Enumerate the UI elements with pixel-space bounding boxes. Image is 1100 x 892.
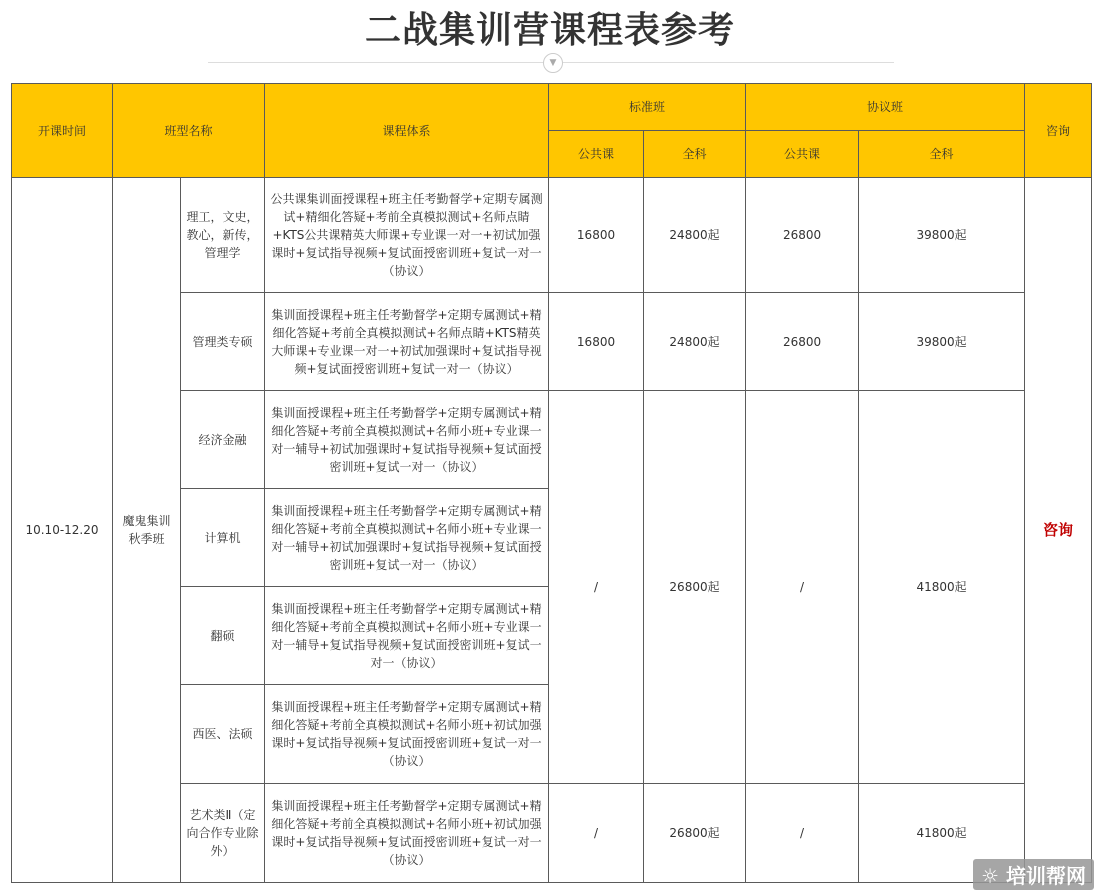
header-class-name: 班型名称 — [113, 84, 265, 178]
system-cell: 公共课集训面授课程+班主任考勤督学+定期专属测试+精细化答疑+考前全真模拟测试+名师点睛+KTS公共课精英大师课+专业课一对一+初试加强课时+复试指导视频+复试面授密训班+复试一对一（协议） — [265, 178, 549, 293]
agr-full-cell: 39800起 — [859, 293, 1025, 391]
std-full-cell: 24800起 — [644, 293, 746, 391]
system-cell: 集训面授课程+班主任考勤督学+定期专属测试+精细化答疑+考前全真模拟测试+名师小班+专业课一对一辅导+复试指导视频+复试面授密训班+复试一对一（协议） — [265, 587, 549, 685]
header-system: 课程体系 — [265, 84, 549, 178]
major-cell: 经济金融 — [181, 391, 265, 489]
agr-full-cell: 41800起 — [859, 784, 1025, 883]
header-std-public: 公共课 — [549, 131, 644, 178]
header-time: 开课时间 — [12, 84, 113, 178]
system-cell: 集训面授课程+班主任考勤督学+定期专属测试+精细化答疑+考前全真模拟测试+名师小班+专业课一对一辅导+初试加强课时+复试指导视频+复试面授密训班+复试一对一（协议） — [265, 391, 549, 489]
std-public-cell: 16800 — [549, 293, 644, 391]
system-cell: 集训面授课程+班主任考勤督学+定期专属测试+精细化答疑+考前全真模拟测试+名师小班+初试加强课时+复试指导视频+复试面授密训班+复试一对一（协议） — [265, 784, 549, 883]
std-full-cell: 26800起 — [644, 391, 746, 784]
header-agr-public: 公共课 — [746, 131, 859, 178]
std-full-cell: 26800起 — [644, 784, 746, 883]
watermark-text: 培训帮网 — [1006, 864, 1086, 888]
page-title: 二战集训营课程表参考 — [364, 10, 735, 51]
system-cell: 集训面授课程+班主任考勤督学+定期专属测试+精细化答疑+考前全真模拟测试+名师小班+专业课一对一辅导+初试加强课时+复试指导视频+复试面授密训班+复试一对一（协议） — [265, 489, 549, 587]
system-cell: 集训面授课程+班主任考勤督学+定期专属测试+精细化答疑+考前全真模拟测试+名师小班+初试加强课时+复试指导视频+复试面授密训班+复试一对一（协议） — [265, 685, 549, 784]
major-cell: 翻硕 — [181, 587, 265, 685]
watermark-logo: ☼ 培训帮网 — [973, 859, 1094, 890]
major-cell: 管理类专硕 — [181, 293, 265, 391]
header-consult: 咨询 — [1025, 84, 1092, 178]
agr-full-cell: 39800起 — [859, 178, 1025, 293]
std-full-cell: 24800起 — [644, 178, 746, 293]
agr-public-cell: 26800 — [746, 293, 859, 391]
course-table — [11, 83, 1092, 883]
agr-public-cell: / — [746, 391, 859, 784]
major-cell: 理工，文史，教心，新传，管理学 — [181, 178, 265, 293]
class-type-cell: 魔鬼集训秋季班 — [113, 178, 181, 883]
agr-full-cell: 41800起 — [859, 391, 1025, 784]
agr-public-cell: / — [746, 784, 859, 883]
major-cell: 艺术类Ⅱ（定向合作专业除外） — [181, 784, 265, 883]
time-cell: 10.10-12.20 — [12, 178, 113, 883]
std-public-cell: / — [549, 784, 644, 883]
header-agreement: 协议班 — [746, 84, 1025, 131]
table-row — [12, 178, 1092, 293]
header-standard: 标准班 — [549, 84, 746, 131]
system-cell: 集训面授课程+班主任考勤督学+定期专属测试+精细化答疑+考前全真模拟测试+名师点睛+KTS精英大师课+专业课一对一+初试加强课时+复试指导视频+复试面授密训班+复试一对一（协议） — [265, 293, 549, 391]
std-public-cell: / — [549, 391, 644, 784]
header-std-full: 全科 — [644, 131, 746, 178]
major-cell: 西医、法硕 — [181, 685, 265, 784]
consult-link[interactable]: 咨询 — [1025, 178, 1092, 883]
header-agr-full: 全科 — [859, 131, 1025, 178]
chevron-down-icon: ▼ — [543, 53, 563, 73]
agr-public-cell: 26800 — [746, 178, 859, 293]
std-public-cell: 16800 — [549, 178, 644, 293]
major-cell: 计算机 — [181, 489, 265, 587]
